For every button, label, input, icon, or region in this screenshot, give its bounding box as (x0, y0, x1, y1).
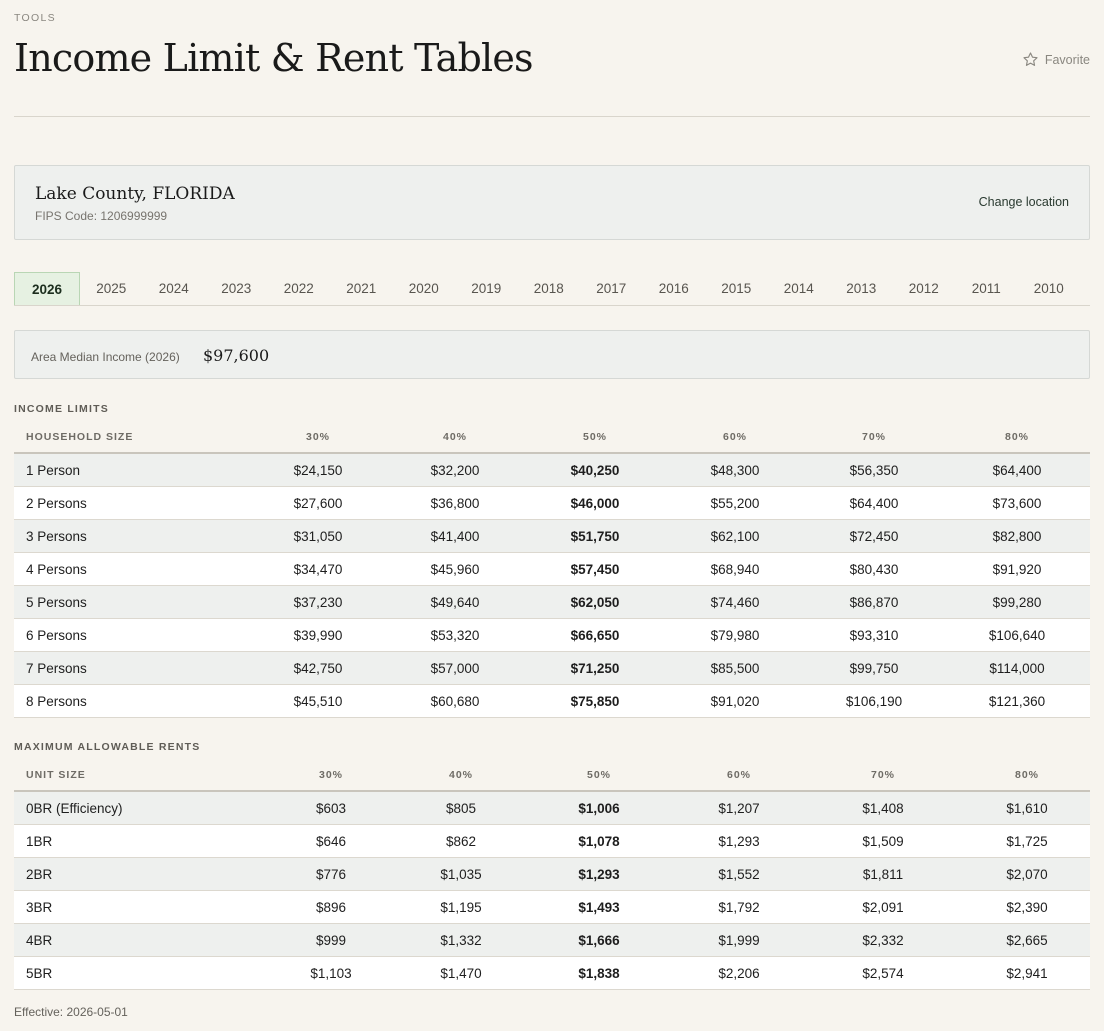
row-label: 7 Persons (14, 652, 250, 685)
table-cell: $24,150 (250, 453, 386, 487)
table-cell: $2,070 (964, 858, 1090, 891)
favorite-label: Favorite (1044, 52, 1090, 67)
row-label: 5 Persons (14, 586, 250, 619)
tab-year-2017[interactable]: 2017 (596, 281, 627, 296)
table-cell: $1,666 (522, 924, 676, 957)
table-cell: $42,750 (250, 652, 386, 685)
table-cell: $91,020 (666, 685, 804, 718)
table-cell: $62,050 (524, 586, 666, 619)
column-header: 80% (964, 760, 1090, 791)
tab-year-2010[interactable]: 2010 (1033, 281, 1064, 296)
row-label: 3BR (14, 891, 262, 924)
income-row (14, 520, 1090, 553)
table-cell: $60,680 (386, 685, 524, 718)
tab-year-2012[interactable]: 2012 (908, 281, 939, 296)
table-cell: $91,920 (944, 553, 1090, 586)
table-cell: $82,800 (944, 520, 1090, 553)
table-cell: $2,091 (802, 891, 964, 924)
tab-year-2016[interactable]: 2016 (658, 281, 689, 296)
table-cell: $34,470 (250, 553, 386, 586)
table-cell: $106,190 (804, 685, 944, 718)
table-cell: $48,300 (666, 453, 804, 487)
rent-row (14, 957, 1090, 990)
column-header: UNIT SIZE (14, 760, 262, 791)
row-label: 2 Persons (14, 487, 250, 520)
table-cell: $1,078 (522, 825, 676, 858)
row-label: 0BR (Efficiency) (14, 791, 262, 825)
row-label: 1 Person (14, 453, 250, 487)
table-cell: $46,000 (524, 487, 666, 520)
tab-year-2020[interactable]: 2020 (408, 281, 439, 296)
rent-row (14, 858, 1090, 891)
table-cell: $1,725 (964, 825, 1090, 858)
page-title: Income Limit & Rent Tables (14, 36, 533, 80)
column-header: 70% (804, 422, 944, 453)
column-header: 80% (944, 422, 1090, 453)
table-cell: $2,206 (676, 957, 802, 990)
income-row (14, 453, 1090, 487)
table-cell: $1,006 (522, 791, 676, 825)
income-limits-title: INCOME LIMITS (14, 403, 109, 415)
ami-value: $97,600 (203, 346, 270, 365)
tab-year-2014[interactable]: 2014 (783, 281, 814, 296)
table-cell: $62,100 (666, 520, 804, 553)
row-label: 1BR (14, 825, 262, 858)
table-cell: $40,250 (524, 453, 666, 487)
table-cell: $99,750 (804, 652, 944, 685)
table-cell: $74,460 (666, 586, 804, 619)
header-divider (14, 116, 1090, 117)
favorite-button[interactable] (1022, 51, 1090, 68)
change-location-link[interactable]: Change location (978, 195, 1069, 209)
table-cell: $1,792 (676, 891, 802, 924)
table-cell: $776 (262, 858, 400, 891)
income-row (14, 652, 1090, 685)
table-cell: $1,999 (676, 924, 802, 957)
table-cell: $1,811 (802, 858, 964, 891)
income-row (14, 619, 1090, 652)
rent-row (14, 924, 1090, 957)
table-cell: $68,940 (666, 553, 804, 586)
table-cell: $99,280 (944, 586, 1090, 619)
table-cell: $39,990 (250, 619, 386, 652)
tab-year-2018[interactable]: 2018 (533, 281, 564, 296)
row-label: 4BR (14, 924, 262, 957)
column-header: 30% (262, 760, 400, 791)
table-cell: $862 (400, 825, 522, 858)
table-cell: $56,350 (804, 453, 944, 487)
table-cell: $72,450 (804, 520, 944, 553)
table-cell: $71,250 (524, 652, 666, 685)
income-row (14, 685, 1090, 718)
table-cell: $57,450 (524, 553, 666, 586)
table-cell: $1,552 (676, 858, 802, 891)
table-cell: $41,400 (386, 520, 524, 553)
row-label: 5BR (14, 957, 262, 990)
table-cell: $1,493 (522, 891, 676, 924)
table-cell: $79,980 (666, 619, 804, 652)
row-label: 3 Persons (14, 520, 250, 553)
table-cell: $1,207 (676, 791, 802, 825)
table-cell: $896 (262, 891, 400, 924)
column-header: 70% (802, 760, 964, 791)
year-tabs (14, 272, 1090, 306)
fips-code: FIPS Code: 1206999999 (35, 209, 168, 223)
table-cell: $1,610 (964, 791, 1090, 825)
table-cell: $2,941 (964, 957, 1090, 990)
location-name: Lake County, FLORIDA (35, 184, 235, 204)
table-cell: $57,000 (386, 652, 524, 685)
row-label: 2BR (14, 858, 262, 891)
tab-year-2026[interactable]: 2026 (14, 272, 80, 305)
table-cell: $2,665 (964, 924, 1090, 957)
table-cell: $1,293 (676, 825, 802, 858)
table-cell: $646 (262, 825, 400, 858)
table-cell: $64,400 (804, 487, 944, 520)
tab-year-2013[interactable]: 2013 (846, 281, 877, 296)
column-header: 60% (676, 760, 802, 791)
tab-year-2011[interactable]: 2011 (971, 281, 1001, 296)
table-cell: $32,200 (386, 453, 524, 487)
table-cell: $85,500 (666, 652, 804, 685)
income-limits-table (14, 422, 1090, 718)
table-cell: $1,035 (400, 858, 522, 891)
tab-year-2025[interactable]: 2025 (96, 281, 127, 296)
table-cell: $106,640 (944, 619, 1090, 652)
ami-label: Area Median Income (2026) (31, 350, 180, 364)
column-header: 40% (400, 760, 522, 791)
table-cell: $53,320 (386, 619, 524, 652)
tab-year-2022[interactable]: 2022 (283, 281, 314, 296)
table-cell: $27,600 (250, 487, 386, 520)
table-cell: $93,310 (804, 619, 944, 652)
table-cell: $1,293 (522, 858, 676, 891)
table-cell: $2,390 (964, 891, 1090, 924)
rents-title: MAXIMUM ALLOWABLE RENTS (14, 741, 201, 753)
column-header: 50% (522, 760, 676, 791)
ami-card (14, 330, 1090, 379)
table-cell: $114,000 (944, 652, 1090, 685)
eyebrow-label: TOOLS (14, 12, 56, 24)
tab-year-2019[interactable]: 2019 (471, 281, 502, 296)
table-cell: $603 (262, 791, 400, 825)
table-cell: $45,960 (386, 553, 524, 586)
income-row (14, 487, 1090, 520)
table-cell: $66,650 (524, 619, 666, 652)
row-label: 4 Persons (14, 553, 250, 586)
tab-year-2021[interactable]: 2021 (346, 281, 377, 296)
table-cell: $49,640 (386, 586, 524, 619)
table-cell: $36,800 (386, 487, 524, 520)
income-row (14, 553, 1090, 586)
table-cell: $1,103 (262, 957, 400, 990)
income-row (14, 586, 1090, 619)
rent-row (14, 891, 1090, 924)
table-cell: $64,400 (944, 453, 1090, 487)
effective-date: Effective: 2026-05-01 (14, 1005, 128, 1019)
table-cell: $1,332 (400, 924, 522, 957)
table-cell: $73,600 (944, 487, 1090, 520)
table-cell: $1,509 (802, 825, 964, 858)
table-cell: $37,230 (250, 586, 386, 619)
column-header: 40% (386, 422, 524, 453)
rents-table (14, 760, 1090, 990)
table-cell: $55,200 (666, 487, 804, 520)
table-cell: $45,510 (250, 685, 386, 718)
table-cell: $805 (400, 791, 522, 825)
column-header: 60% (666, 422, 804, 453)
rent-row (14, 791, 1090, 825)
table-cell: $51,750 (524, 520, 666, 553)
table-cell: $1,838 (522, 957, 676, 990)
location-card (14, 165, 1090, 240)
row-label: 6 Persons (14, 619, 250, 652)
table-cell: $1,408 (802, 791, 964, 825)
table-cell: $121,360 (944, 685, 1090, 718)
tab-year-2023[interactable]: 2023 (221, 281, 252, 296)
row-label: 8 Persons (14, 685, 250, 718)
table-cell: $86,870 (804, 586, 944, 619)
column-header: 30% (250, 422, 386, 453)
column-header: 50% (524, 422, 666, 453)
column-header: HOUSEHOLD SIZE (14, 422, 250, 453)
table-cell: $31,050 (250, 520, 386, 553)
rent-row (14, 825, 1090, 858)
table-cell: $1,470 (400, 957, 522, 990)
table-cell: $80,430 (804, 553, 944, 586)
star-icon (1022, 51, 1039, 68)
table-cell: $75,850 (524, 685, 666, 718)
table-cell: $2,332 (802, 924, 964, 957)
table-cell: $2,574 (802, 957, 964, 990)
tab-year-2015[interactable]: 2015 (721, 281, 752, 296)
table-cell: $1,195 (400, 891, 522, 924)
table-cell: $999 (262, 924, 400, 957)
tab-year-2024[interactable]: 2024 (158, 281, 189, 296)
